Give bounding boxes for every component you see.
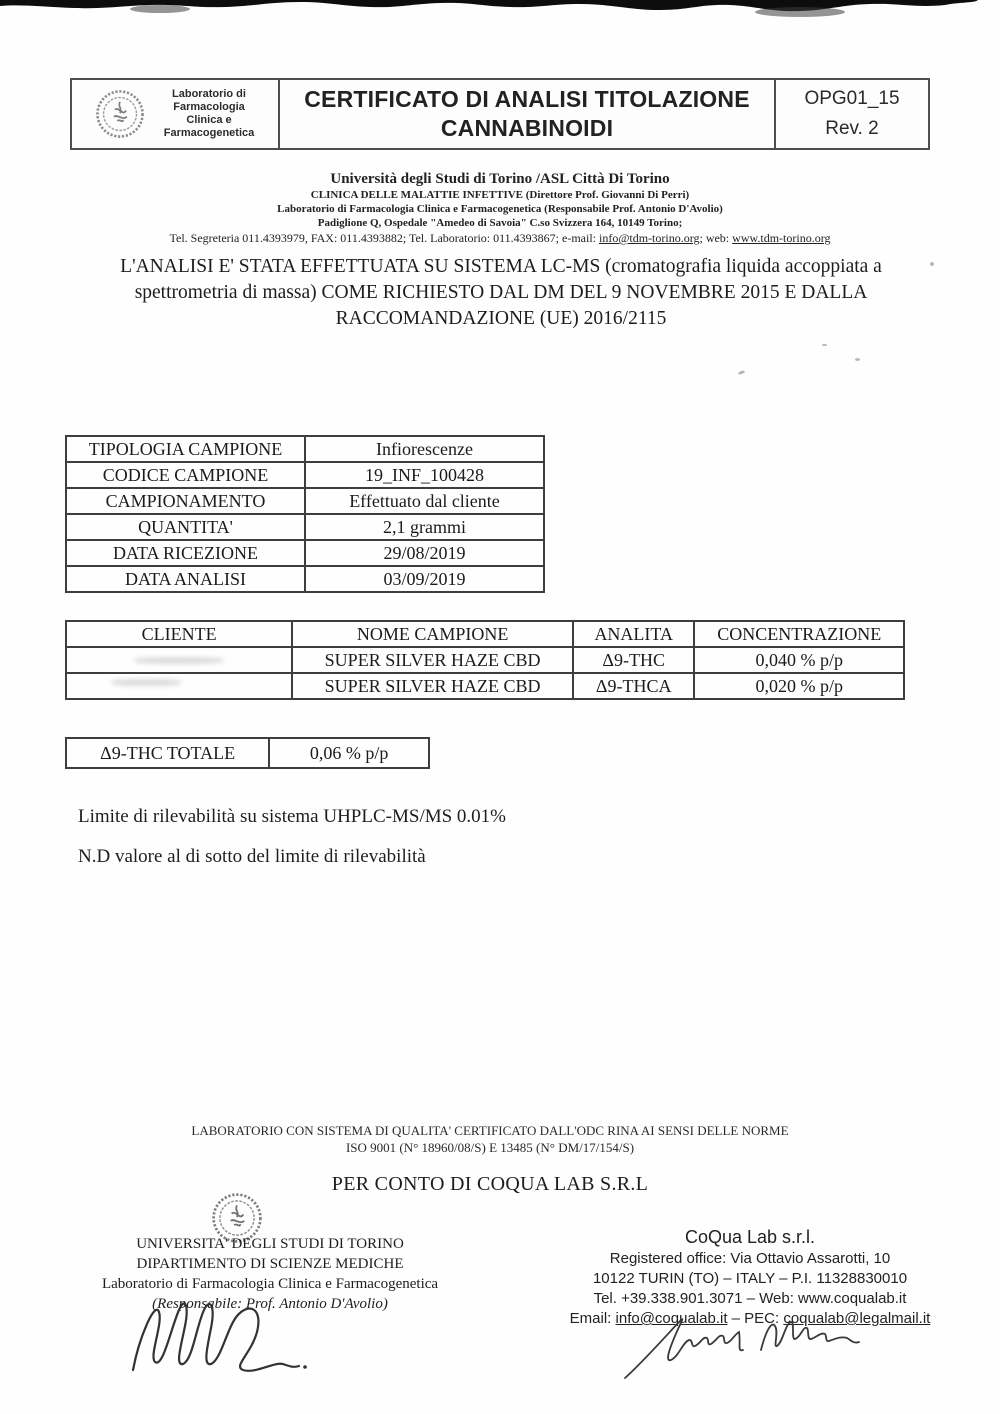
doc-code: OPG01_15 — [804, 88, 900, 109]
pec-label: – PEC: — [727, 1310, 784, 1327]
total-thc-value: 0,06 % p/p — [269, 738, 429, 768]
lab-label-line: Clinica e — [186, 114, 232, 126]
table-row — [66, 436, 544, 462]
certificate-title-line2: CANNABINOIDI — [440, 115, 614, 141]
cliente-cell — [66, 673, 292, 699]
sample-field-value: 03/09/2019 — [305, 566, 544, 592]
analita-cell: Δ9-THCA — [573, 673, 695, 699]
per-conto-statement: PER CONTO DI COQUA LAB S.R.L — [331, 1173, 649, 1195]
sample-field-label: CAMPIONAMENTO — [66, 488, 305, 514]
redacted-client-smudge — [134, 657, 224, 664]
col-header-cliente: CLIENTE — [66, 621, 292, 647]
address-line: Padiglione Q, Ospedale "Amedeo di Savoia" C.so Svizzera 164, 10149 Torino; — [317, 217, 683, 229]
quality-line1: LABORATORIO CON SISTEMA DI QUALITA' CERTIFICATO DALL'ODC RINA AI SENSI DELLE NORME — [191, 1123, 789, 1138]
redacted-client-smudge — [111, 679, 181, 686]
method-statement: L'ANALISI E' STATA EFFETTUATA SU SISTEMA LC-MS (cromatografia liquida accoppiata a spettrometria di massa) COME RICHIESTO DAL DM DEL 9 NOVEMBRE 2015 E DALLA RACCOMANDAZIONE (UE) 2016/2115 — [120, 256, 882, 329]
doc-revision: Rev. 2 — [825, 118, 879, 139]
lab-name-label — [146, 88, 278, 140]
clinic-line: CLINICA DELLE MALATTIE INFETTIVE (Direttore Prof. Giovanni Di Perri) — [310, 189, 690, 201]
university-seal-icon — [94, 86, 146, 142]
sample-field-value: 2,1 grammi — [305, 514, 544, 540]
company-pec-link[interactable]: coqualab@legalmail.it — [783, 1310, 931, 1327]
company-tel-web-line: Tel. +39.338.901.3071 – Web: www.coqualab.it — [593, 1290, 907, 1307]
table-row — [66, 673, 904, 699]
lab-label-line: Laboratorio di — [172, 88, 246, 100]
note-detection-limit: Limite di rilevabilità su sistema UHPLC-MS/MS 0.01% — [78, 806, 507, 827]
institution-block — [0, 170, 1000, 246]
table-row — [66, 462, 544, 488]
nome-campione-cell: SUPER SILVER HAZE CBD — [292, 673, 573, 699]
concentrazione-cell: 0,040 % p/p — [694, 647, 904, 673]
header-title-cell — [280, 80, 776, 148]
company-email-link[interactable]: info@coqualab.it — [615, 1310, 728, 1327]
scan-speck — [738, 370, 746, 375]
email-label: Email: — [569, 1310, 616, 1327]
scan-speck — [930, 262, 934, 266]
registered-office-line: Registered office: Via Ottavio Assarotti, 10 — [609, 1250, 891, 1267]
table-row — [66, 540, 544, 566]
responsabile-line: (Responsabile: Prof. Antonio D'Avolio) — [152, 1296, 388, 1312]
sample-field-value: Infiorescenze — [305, 436, 544, 462]
sample-field-label: TIPOLOGIA CAMPIONE — [66, 436, 305, 462]
quality-certification-statement — [0, 1122, 980, 1156]
certificate-title-line1: CERTIFICATO DI ANALISI TITOLAZIONE — [304, 86, 750, 112]
sample-field-value: 19_INF_100428 — [305, 462, 544, 488]
company-city-line: 10122 TURIN (TO) – ITALY – P.I. 11328830010 — [592, 1270, 908, 1287]
table-row — [66, 488, 544, 514]
note-nd-definition: N.D valore al di sotto del limite di rilevabilità — [78, 846, 426, 867]
header-logo-cell — [72, 80, 280, 148]
nome-campione-cell: SUPER SILVER HAZE CBD — [292, 647, 573, 673]
laboratory-name: Laboratorio di Farmacologia Clinica e Farmacogenetica — [101, 1276, 439, 1292]
institution-web-link[interactable]: www.tdm-torino.org — [732, 231, 831, 245]
results-table — [65, 620, 905, 700]
signature-right — [615, 1310, 875, 1385]
sample-info-table — [65, 435, 545, 593]
col-header-analita: ANALITA — [573, 621, 695, 647]
table-row — [66, 566, 544, 592]
sample-field-value: 29/08/2019 — [305, 540, 544, 566]
sample-field-label: DATA RICEZIONE — [66, 540, 305, 566]
scan-artifact-strip — [0, 0, 1000, 20]
analita-cell: Δ9-THC — [573, 647, 695, 673]
quality-line2: ISO 9001 (N° 18960/08/S) E 13485 (N° DM/17/154/S) — [345, 1140, 635, 1155]
lab-label-line: Farmacologia — [173, 101, 245, 113]
sample-field-value: Effettuato dal cliente — [305, 488, 544, 514]
sample-field-label: CODICE CAMPIONE — [66, 462, 305, 488]
department-name: DIPARTIMENTO DI SCIENZE MEDICHE — [136, 1256, 404, 1272]
total-thc-label: Δ9-THC TOTALE — [66, 738, 269, 768]
contact-mid-text: ; web: — [699, 231, 733, 245]
contact-line — [0, 231, 1000, 246]
document-header — [70, 78, 930, 150]
sample-field-label: DATA ANALISI — [66, 566, 305, 592]
col-header-nome-campione: NOME CAMPIONE — [292, 621, 573, 647]
cliente-cell — [66, 647, 292, 673]
table-row — [66, 647, 904, 673]
institution-name: Università degli Studi di Torino /ASL Città Di Torino — [330, 171, 670, 187]
table-header-row — [66, 621, 904, 647]
institution-email-link[interactable]: info@tdm-torino.org — [598, 231, 700, 245]
university-name: UNIVERSITA' DEGLI STUDI DI TORINO — [136, 1236, 404, 1252]
laboratory-line: Laboratorio di Farmacologia Clinica e Farmacogenetica (Responsabile Prof. Antonio D'Avolio) — [277, 203, 723, 215]
contact-text: Tel. Segreteria 011.4393979, FAX: 011.4393882; Tel. Laboratorio: 011.4393867; e-mail: — [169, 231, 599, 245]
total-thc-table — [65, 737, 430, 769]
sample-field-label: QUANTITA' — [66, 514, 305, 540]
scan-speck — [855, 358, 860, 361]
signature-left — [115, 1278, 315, 1383]
header-code-cell — [776, 80, 928, 148]
col-header-concentrazione: CONCENTRAZIONE — [694, 621, 904, 647]
scan-speck — [822, 344, 827, 346]
table-row — [66, 514, 544, 540]
concentrazione-cell: 0,020 % p/p — [694, 673, 904, 699]
company-name: CoQua Lab s.r.l. — [684, 1227, 816, 1247]
lab-label-line: Farmacogenetica — [163, 127, 255, 139]
table-row — [66, 738, 429, 768]
